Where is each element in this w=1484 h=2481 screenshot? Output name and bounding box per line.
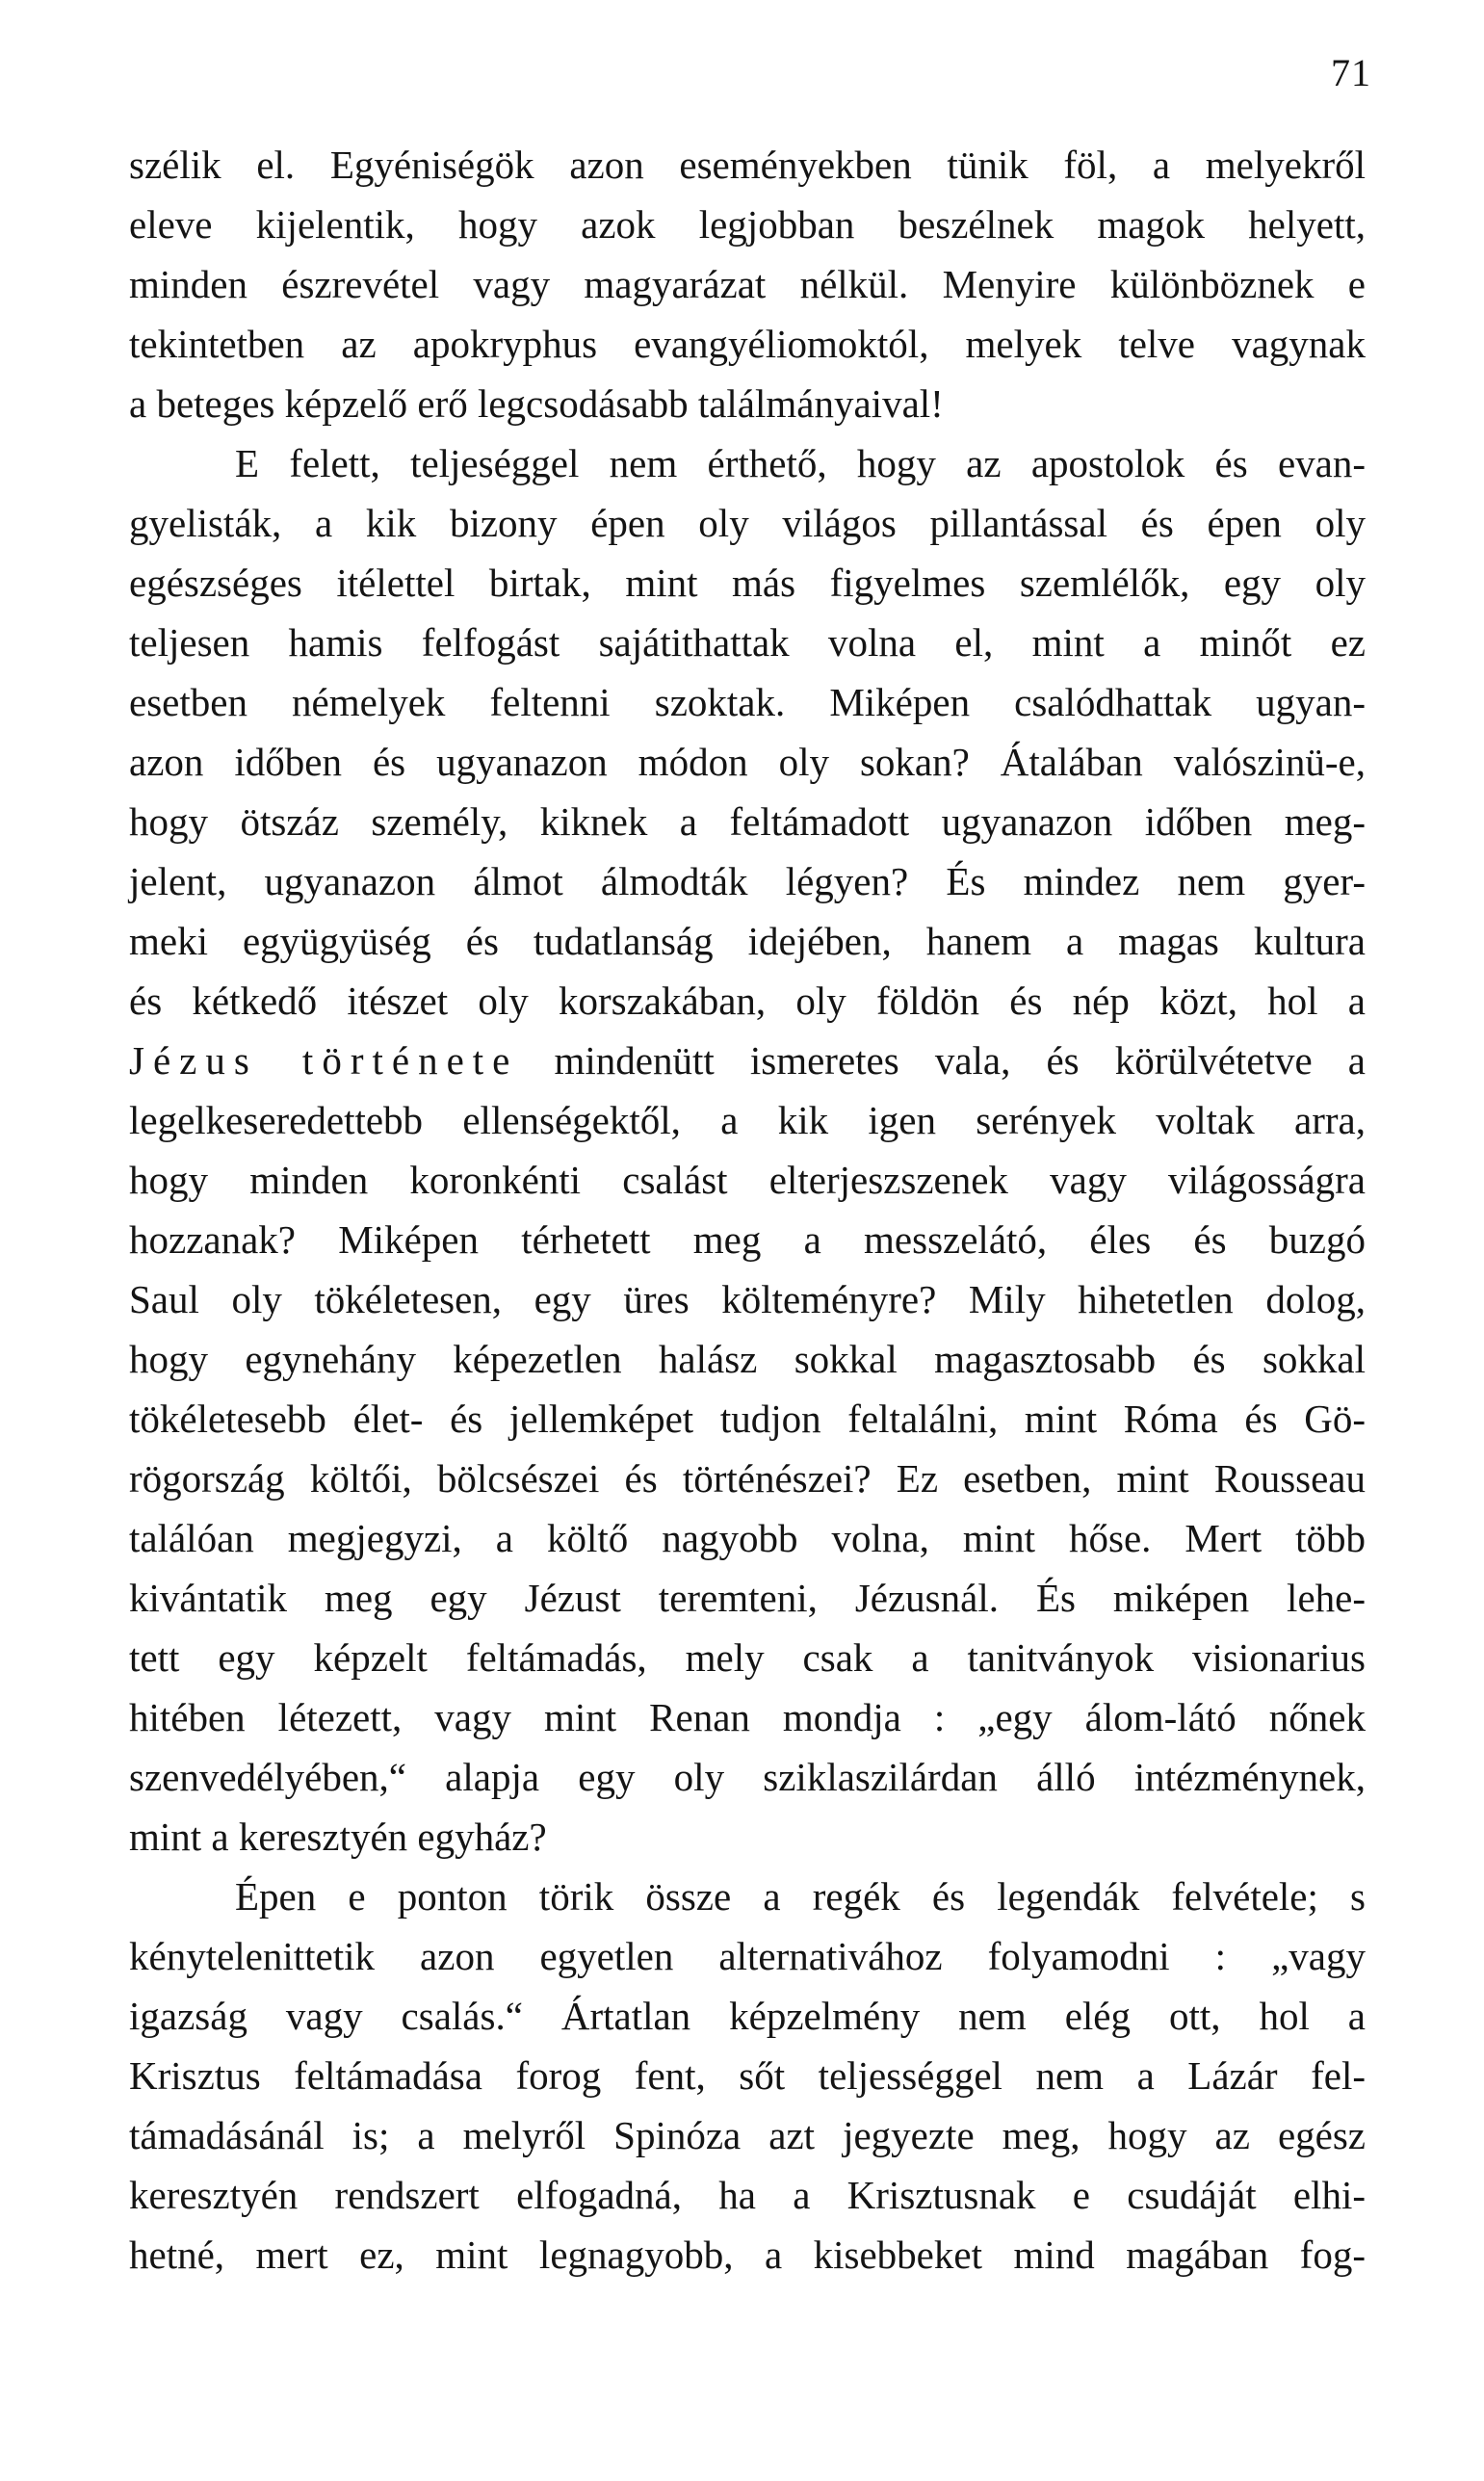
text-line: mint a keresztyén egyház? [129,1815,547,1859]
text-line: a beteges képzelő erő legcsodásabb találmányaival! [129,381,944,426]
page-number: 71 [1331,51,1371,94]
text-line: meki együgyüség és tudatlanság idejében, hanem a magas kultura [129,919,1366,963]
text-line: szenvedélyében,“ alapja egy oly sziklaszilárdan álló intézménynek, [129,1755,1366,1799]
text-line: Saul oly tökéletesen, egy üres költeményre? Mily hihetetlen dolog, [129,1277,1366,1321]
body-text [129,135,1366,2285]
text-line: egészséges itélettel birtak, mint más figyelmes szemlélők, egy oly [129,561,1366,605]
text-line: hozzanak? Miképen térhetett meg a messzelátó, éles és buzgó [129,1217,1366,1262]
text-line: gyelisták, a kik bizony épen oly világos pillantással és épen oly [129,501,1366,545]
text-line: tökéletesebb élet- és jellemképet tudjon feltalálni, mint Róma és Gö- [129,1397,1366,1441]
text-line: hetné, mert ez, mint legnagyobb, a kisebbeket mind magában fog- [129,2233,1366,2277]
text-line: hogy minden koronkénti csalást elterjeszszenek vagy világosságra [129,1158,1366,1202]
text-line: tett egy képzelt feltámadás, mely csak a tanitványok visionarius [129,1635,1366,1680]
text-line: találóan megjegyzi, a költő nagyobb volna, mint hőse. Mert több [129,1516,1366,1560]
text-line: Krisztus feltámadása forog fent, sőt teljességgel nem a Lázár fel- [129,2053,1366,2098]
text-line: minden észrevétel vagy magyarázat nélkül. Menyire különböznek e [129,262,1366,306]
text-line: hogy egynehány képezetlen halász sokkal magasztosabb és sokkal [129,1337,1366,1381]
text-line: legelkeseredettebb ellenségektől, a kik igen serények voltak arra, [129,1098,1366,1142]
text-line: hogy ötszáz személy, kiknek a feltámadott ugyanazon időben meg- [129,799,1366,844]
text-line: Jézus története mindenütt ismeretes vala, és körülvétetve a [129,1038,1366,1083]
text-line: kénytelenittetik azon egyetlen alternativához folyamodni : „vagy [129,1934,1366,1978]
text-line: jelent, ugyanazon álmot álmodták légyen? És mindez nem gyer- [129,859,1366,903]
text-line: támadásánál is; a melyről Spinóza azt jegyezte meg, hogy az egész [129,2113,1366,2157]
text-line: azon időben és ugyanazon módon oly sokan? Átalában valószinü-e, [129,740,1366,784]
emphasized-phrase: Jézus története [129,1038,519,1083]
text-line: rögország költői, bölcsészei és történészei? Ez esetben, mint Rousseau [129,1456,1366,1501]
text-line: kivántatik meg egy Jézust teremteni, Jézusnál. És miképen lehe- [129,1576,1366,1620]
text-line: Épen e ponton törik össze a regék és legendák felvétele; s [235,1874,1366,1919]
text-line: keresztyén rendszert elfogadná, ha a Krisztusnak e csudáját elhi- [129,2173,1366,2217]
text-line: esetben némelyek feltenni szoktak. Miképen csalódhattak ugyan- [129,680,1366,724]
text-line: E felett, teljeséggel nem érthető, hogy az apostolok és evan- [235,441,1366,485]
text-line: igazság vagy csalás.“ Ártatlan képzelmény nem elég ott, hol a [129,1994,1366,2038]
text-line: teljesen hamis felfogást sajátithattak volna el, mint a minőt ez [129,620,1366,665]
text-line: szélik el. Egyéniségök azon eseményekben tünik föl, a melyekről [129,143,1366,187]
text-line: eleve kijelentik, hogy azok legjobban beszélnek magok helyett, [129,202,1366,247]
text-line: és kétkedő itészet oly korszakában, oly földön és nép közt, hol a [129,979,1366,1023]
text-line: hitében létezett, vagy mint Renan mondja : „egy álom-látó nőnek [129,1695,1366,1739]
text-line: tekintetben az apokryphus evangyéliomoktól, melyek telve vagynak [129,322,1366,366]
